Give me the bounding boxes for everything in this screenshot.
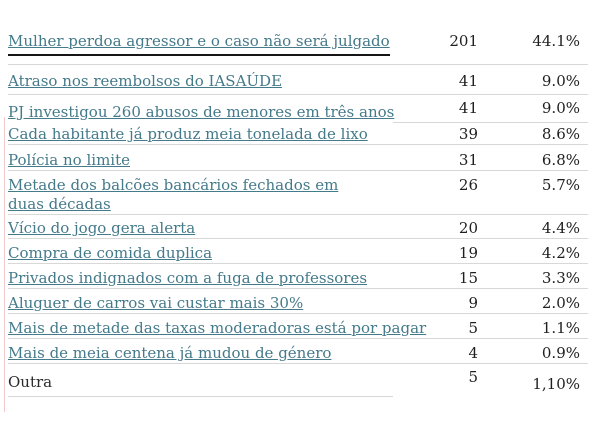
- option-count: 9: [393, 289, 478, 314]
- option-link[interactable]: Mais de meia centena já mudou de género: [8, 344, 332, 362]
- option-cell: [8, 364, 393, 397]
- table-row: [8, 65, 588, 95]
- option-percent: 1.1%: [478, 314, 588, 339]
- option-count: 39: [393, 123, 478, 145]
- option-count: 5: [393, 314, 478, 339]
- option-percent: 9.0%: [478, 65, 588, 95]
- table-row: [8, 239, 588, 264]
- option-percent: 1,10%: [478, 364, 588, 397]
- option-cell: [8, 22, 393, 65]
- option-cell: [8, 95, 393, 123]
- option-link[interactable]: PJ investigou 260 abusos de menores em três anos: [8, 103, 395, 121]
- option-count: 5: [393, 364, 478, 397]
- table-row: [8, 264, 588, 289]
- table-row: [8, 289, 588, 314]
- option-count: 15: [393, 264, 478, 289]
- option-percent: 8.6%: [478, 123, 588, 145]
- option-label: Outra: [8, 373, 53, 391]
- table-row: [8, 95, 588, 123]
- table-row: [8, 314, 588, 339]
- option-count: 4: [393, 339, 478, 364]
- option-link[interactable]: Metade dos balcões bancários fechados em duas décadas: [8, 176, 339, 213]
- option-link[interactable]: Privados indignados com a fuga de professores: [8, 269, 368, 287]
- option-count: 20: [393, 215, 478, 239]
- table-row: [8, 22, 588, 65]
- option-cell: [8, 314, 427, 339]
- option-cell: [8, 289, 393, 314]
- option-link[interactable]: Aluguer de carros vai custar mais 30%: [8, 294, 304, 312]
- option-link[interactable]: Polícia no limite: [8, 151, 130, 169]
- option-link[interactable]: Compra de comida duplica: [8, 244, 213, 262]
- option-percent: 0.9%: [478, 339, 588, 364]
- table-row: [8, 215, 588, 239]
- option-link[interactable]: Mais de metade das taxas moderadoras está por pagar: [8, 319, 427, 337]
- option-link[interactable]: Atraso nos reembolsos do IASAÚDE: [8, 72, 283, 90]
- option-link[interactable]: Cada habitante já produz meia tonelada de lixo: [8, 125, 368, 143]
- table-row: [8, 145, 588, 171]
- option-cell: [8, 339, 393, 364]
- option-percent: 6.8%: [478, 145, 588, 171]
- option-cell: [8, 65, 393, 95]
- table-row: [8, 339, 588, 364]
- option-percent: 4.4%: [478, 215, 588, 239]
- poll-results-table: [8, 22, 588, 397]
- option-cell: [8, 171, 393, 215]
- option-link[interactable]: Mulher perdoa agressor e o caso não será julgado: [8, 32, 390, 50]
- option-cell: [8, 215, 393, 239]
- table-row: [8, 364, 588, 397]
- option-count: 19: [393, 239, 478, 264]
- poll-results-page: [0, 22, 605, 426]
- option-percent: 2.0%: [478, 289, 588, 314]
- option-cell: [8, 264, 393, 289]
- option-count: 26: [393, 171, 478, 215]
- left-edge-artifact: [4, 117, 5, 412]
- option-count: 41: [393, 95, 478, 123]
- results-tbody: [8, 22, 588, 397]
- table-row: [8, 123, 588, 145]
- option-percent: 9.0%: [478, 95, 588, 123]
- option-percent: 3.3%: [478, 264, 588, 289]
- option-percent: 4.2%: [478, 239, 588, 264]
- option-cell: [8, 145, 393, 171]
- option-percent: 5.7%: [478, 171, 588, 215]
- table-row: [8, 171, 588, 215]
- option-count: 201: [449, 32, 478, 50]
- option-cell: [8, 123, 393, 145]
- option-percent: 44.1%: [532, 32, 580, 50]
- option-cell: [8, 239, 393, 264]
- option-link[interactable]: Vício do jogo gera alerta: [8, 219, 196, 237]
- option-count: 31: [393, 145, 478, 171]
- option-count: 41: [393, 65, 478, 95]
